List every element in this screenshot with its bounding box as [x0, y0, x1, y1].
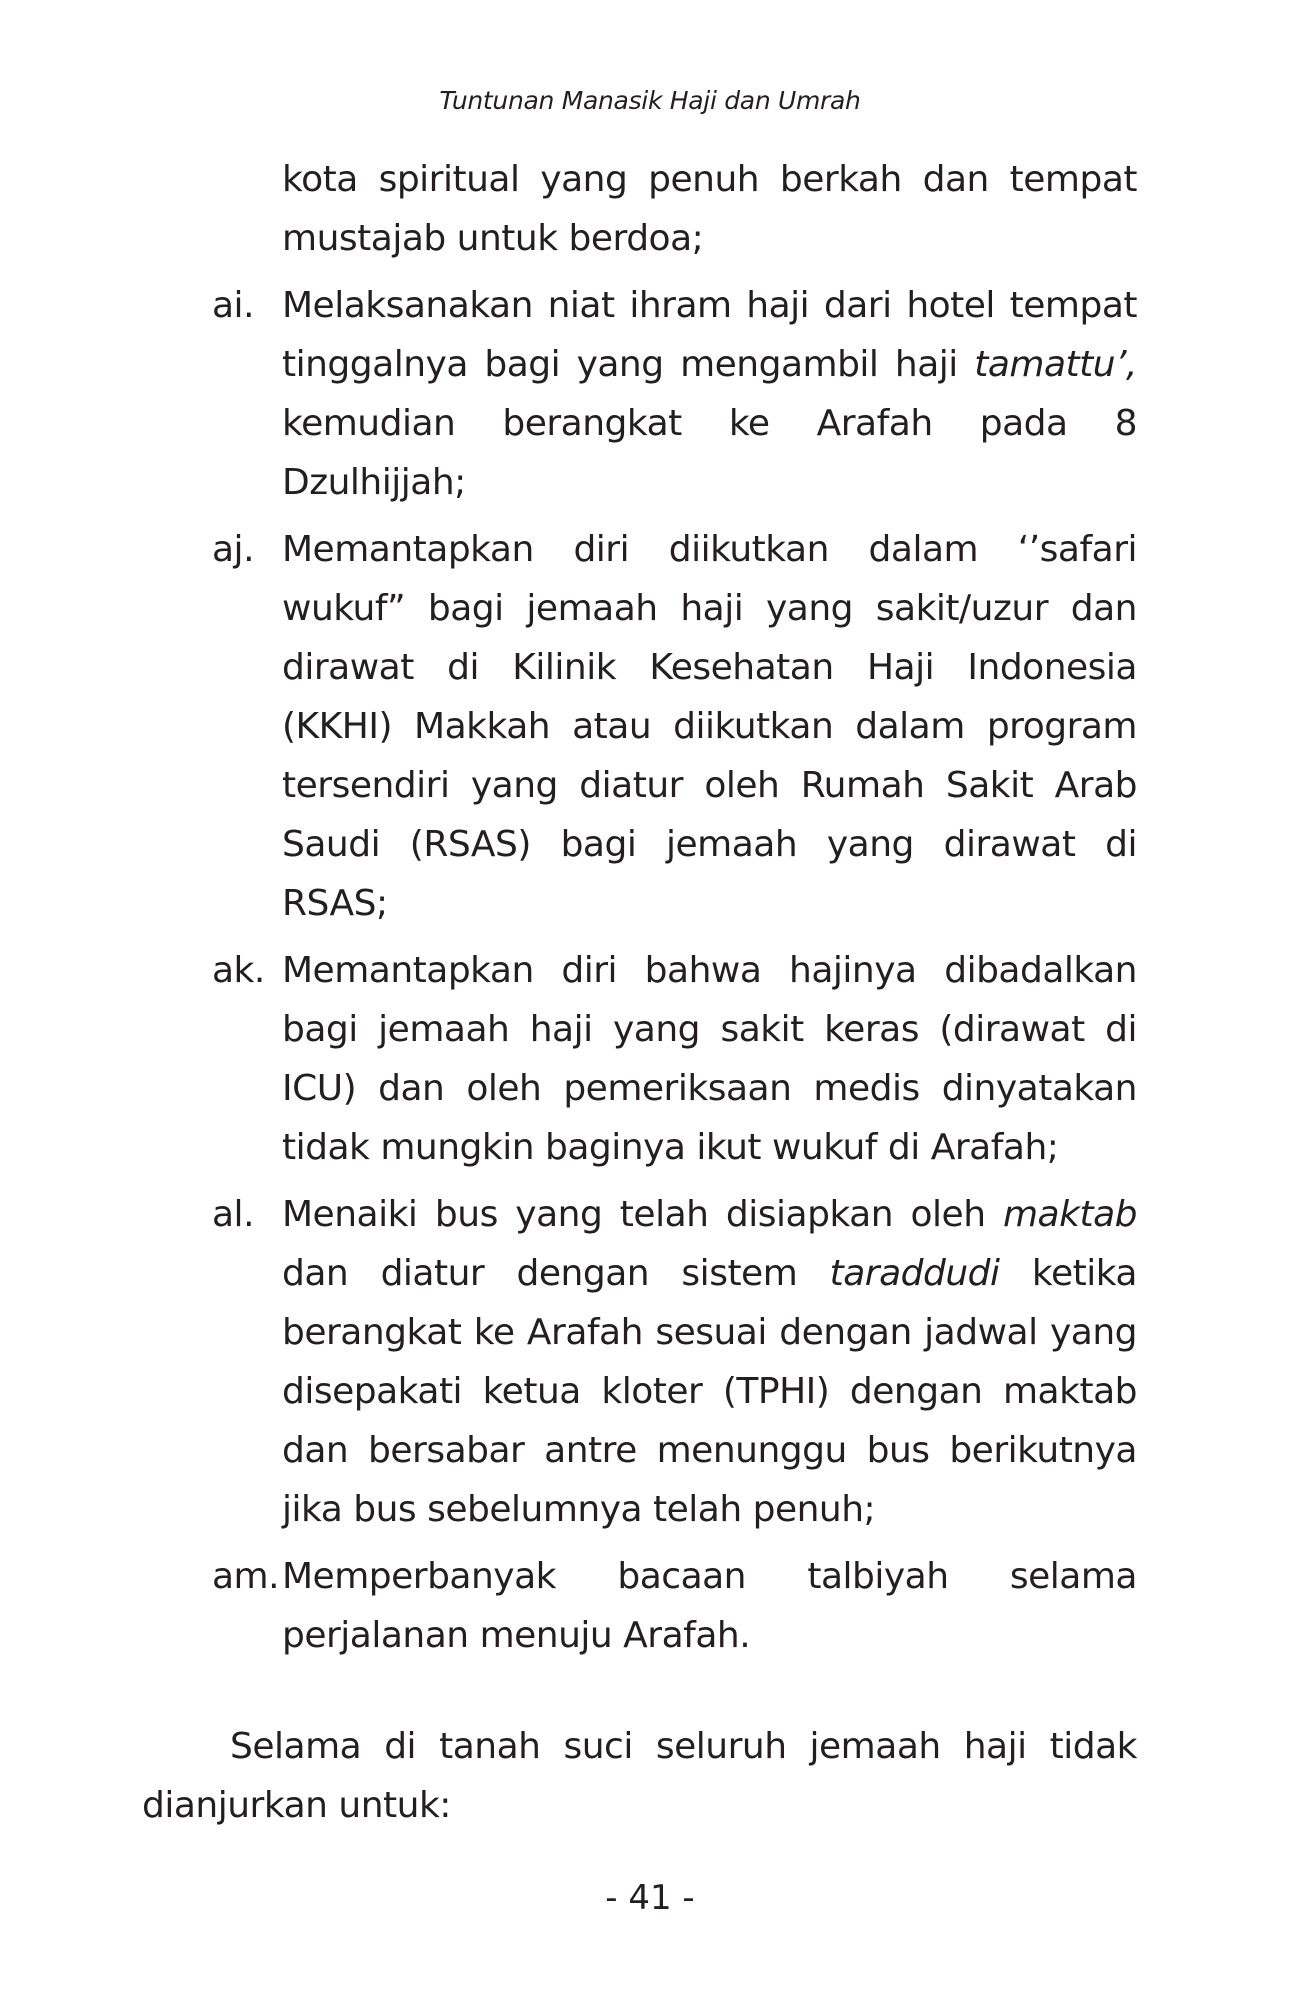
list-item-text: Menaiki bus yang telah disiapkan oleh	[282, 1194, 1003, 1235]
italic-term: tamattu’,	[974, 344, 1137, 385]
list-item-text: Memperbanyak bacaan talbiyah selama perjalanan menuju Arafah.	[282, 1556, 1137, 1656]
list-item-aj	[142, 520, 1137, 933]
list-item-text: Melaksanakan niat ihram haji dari hotel tempat tinggalnya bagi yang mengambil haji	[282, 285, 1137, 385]
list-marker: ai.	[212, 285, 255, 326]
list-item-am	[142, 1547, 1137, 1665]
list-item-text: kota spiritual yang penuh berkah dan tempat mustajab untuk berdoa;	[282, 159, 1137, 259]
list-item-text: dan diatur dengan sistem	[282, 1253, 830, 1294]
running-header: Tuntunan Manasik Haji dan Umrah	[439, 86, 861, 115]
page-number: - 41 -	[605, 1878, 695, 1918]
list-item-text: ketika berangkat ke Arafah sesuai dengan jadwal yang disepakati ketua kloter (TPHI) dengan maktab dan bersabar antre menunggu bus berikutnya jika bus sebelumnya telah penuh;	[282, 1253, 1137, 1530]
closing-paragraph: Selama di tanah suci seluruh jemaah haji tidak dianjurkan untuk:	[142, 1726, 1137, 1826]
list-marker: ak.	[212, 950, 265, 991]
list-marker: aj.	[212, 529, 255, 570]
list-item-al	[142, 1185, 1137, 1539]
list-item-text: kemudian berangkat ke Arafah pada 8 Dzulhijjah;	[282, 403, 1137, 503]
list-item-continuation	[142, 150, 1137, 268]
italic-term: taraddudi	[829, 1253, 1000, 1294]
list-marker: al.	[212, 1194, 255, 1235]
list-item-text: Memantapkan diri diikutkan dalam ‘’safari wukuf” bagi jemaah haji yang sakit/uzur dan dirawat di Kilinik Kesehatan Haji Indonesia (KKHI) Makkah atau diikutkan dalam program tersendiri yang diatur oleh Rumah Sakit Arab Saudi (RSAS) bagi jemaah yang dirawat di RSAS;	[282, 529, 1137, 924]
list-item-ak	[142, 941, 1137, 1177]
italic-term: maktab	[1002, 1194, 1137, 1235]
page-body	[142, 150, 1137, 1871]
list-item-text: Memantapkan diri bahwa hajinya dibadalkan bagi jemaah haji yang sakit keras (dirawat di ICU) dan oleh pemeriksaan medis dinyatakan tidak mungkin baginya ikut wukuf di Arafah;	[282, 950, 1137, 1168]
list-marker: am.	[212, 1556, 280, 1597]
list-item-ai	[142, 276, 1137, 512]
